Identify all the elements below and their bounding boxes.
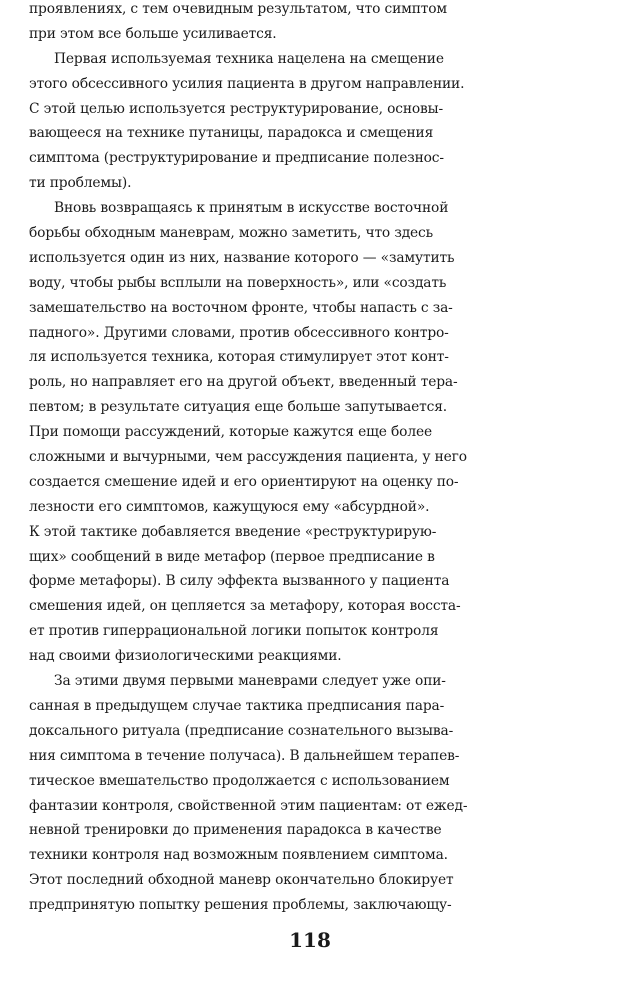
text-line: щих» сообщений в виде метафор (первое предписание в — [29, 548, 435, 565]
text-line: замешательство на восточном фронте, чтобы напасть с за- — [29, 299, 453, 316]
paragraph-first-line: Вновь возвращаясь к принятым в искусстве восточной — [54, 200, 449, 217]
text-line: воду, чтобы рыбы всплыли на поверхность», или «создать — [29, 274, 447, 291]
text-line: борьбы обходным маневрам, можно заметить, что здесь — [29, 225, 433, 242]
text-line: С этой целью используется реструктурирование, основы- — [29, 100, 444, 117]
text-line: доксального ритуала (предписание сознательного вызыва- — [29, 722, 454, 739]
text-line: при этом все больше усиливается. — [29, 25, 277, 42]
paragraph-first-line: За этими двумя первыми маневрами следует уже опи- — [54, 673, 446, 690]
text-line: форме метафоры). В силу эффекта вызванного у пациента — [29, 573, 450, 590]
text-line: создается смешение идей и его ориентируют на оценку по- — [29, 473, 459, 490]
text-line: невной тренировки до применения парадокса в качестве — [29, 822, 442, 839]
text-line: лезности его симптомов, кажущуюся ему «абсурдной». — [29, 498, 430, 515]
page-number: 118 — [289, 928, 331, 952]
text-line: певтом; в результате ситуация еще больше запутывается. — [29, 399, 447, 416]
text-line: К этой тактике добавляется введение «реструктурирую- — [29, 523, 437, 540]
text-line: тическое вмешательство продолжается с использованием — [29, 772, 450, 789]
text-line: этого обсессивного усилия пациента в другом направлении. — [29, 75, 465, 92]
text-line: вающееся на технике путаницы, парадокса и смещения — [29, 125, 434, 142]
text-line: ния симптома в течение получаса). В дальнейшем терапев- — [29, 747, 460, 764]
text-line: ет против гиперрациональной логики попыток контроля — [29, 623, 439, 640]
text-line: симптома (реструктурирование и предписание полезнос- — [29, 150, 444, 167]
text-line: сложными и вычурными, чем рассуждения пациента, у него — [29, 449, 467, 466]
text-line: санная в предыдущем случае тактика предписания пара- — [29, 697, 445, 714]
text-line: ля используется техника, которая стимулирует этот конт- — [29, 349, 449, 366]
text-line: используется один из них, название которого — «замутить — [29, 249, 455, 266]
paragraph-first-line: Первая используемая техника нацелена на смещение — [54, 50, 444, 67]
text-line: Этот последний обходной маневр окончательно блокирует — [29, 872, 454, 889]
text-line: предпринятую попытку решения проблемы, заключающу- — [29, 897, 452, 914]
text-line: над своими физиологическими реакциями. — [29, 648, 342, 665]
text-line: смешения идей, он цепляется за метафору, которая восста- — [29, 598, 461, 615]
text-line: роль, но направляет его на другой объект, введенный тера- — [29, 374, 458, 391]
text-line: падного». Другими словами, против обсессивного контро- — [29, 324, 449, 341]
text-line: ти проблемы). — [29, 175, 132, 192]
text-line: проявлениях, с тем очевидным результатом, что симптом — [29, 1, 447, 17]
text-line: фантазии контроля, свойственной этим пациентам: от ежед- — [29, 797, 468, 814]
text-line: техники контроля над возможным появлением симптома. — [29, 847, 448, 864]
text-line: При помощи рассуждений, которые кажутся еще более — [29, 424, 432, 441]
